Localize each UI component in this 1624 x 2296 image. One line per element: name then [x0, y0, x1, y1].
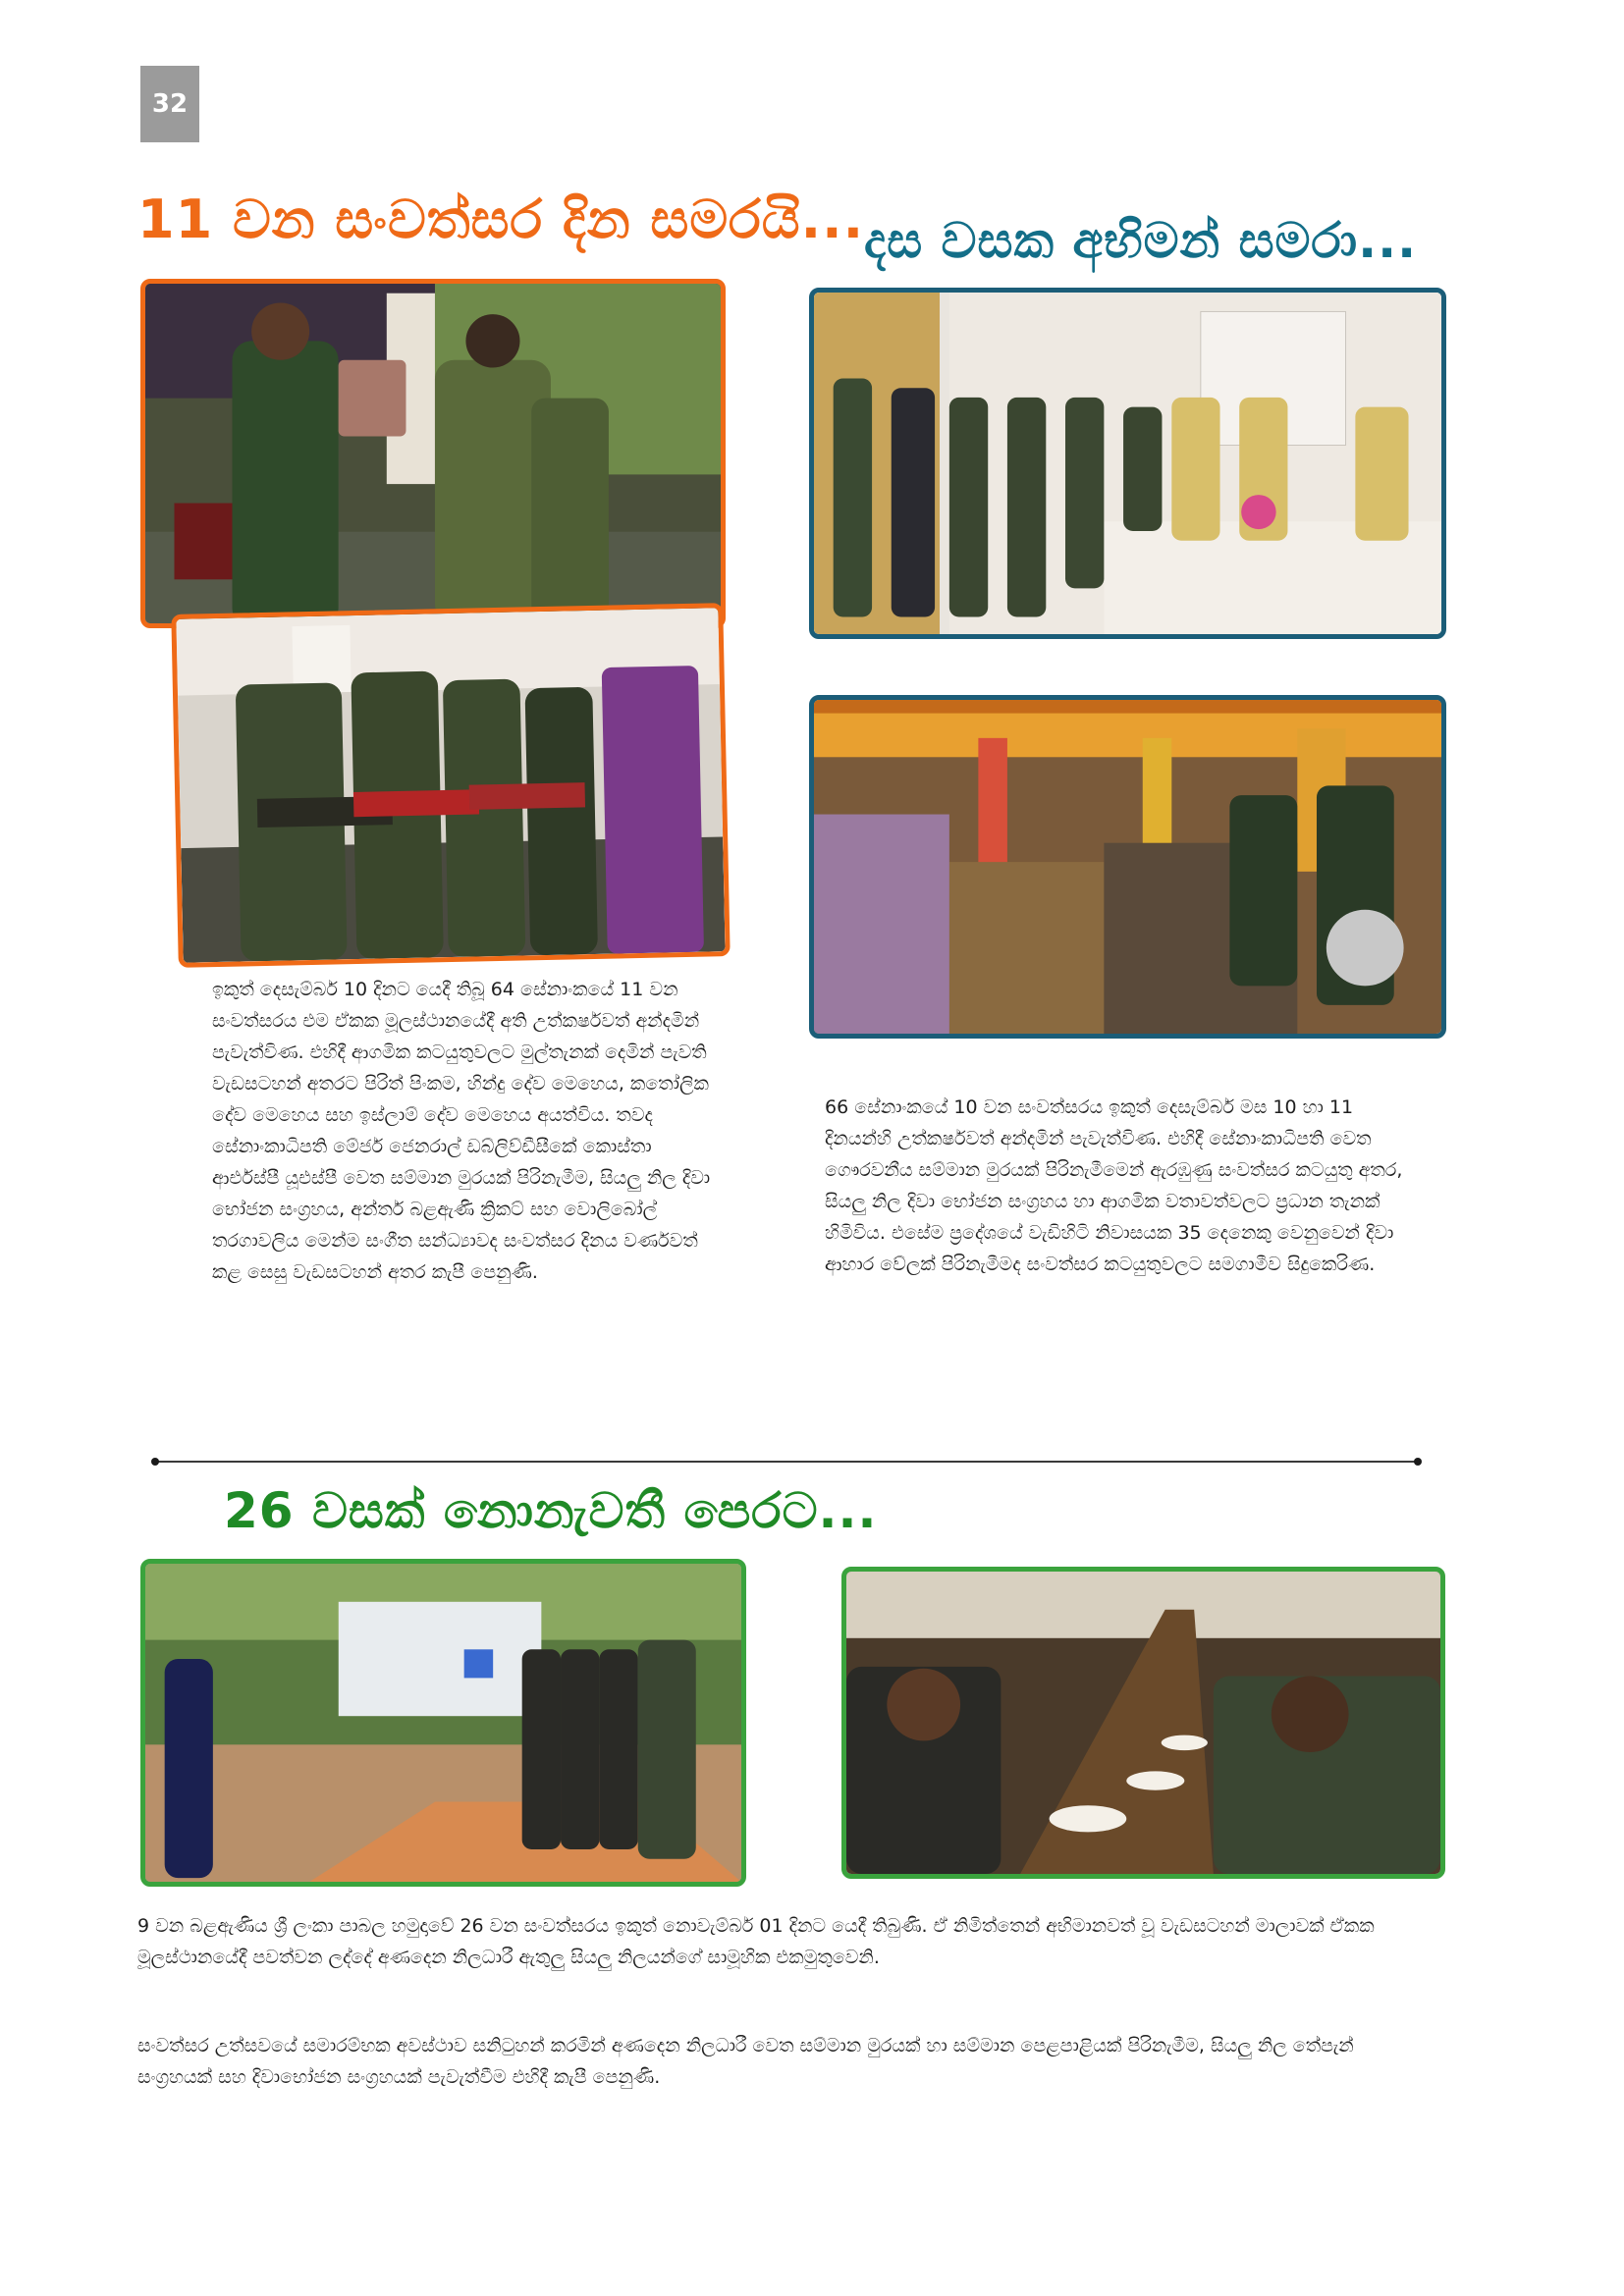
photo-plaque-presentation — [140, 279, 726, 628]
photo-flag-presentation — [171, 603, 730, 968]
article-66-division: 66 සේනාංකයේ 10 වන සංවත්සරය ඉකුත් දෙසැම්බර් මස 10 හා 11 දිනයන්හි උත්කර්ෂවත් අන්දමින් පැවැත්විණ. එහිදී සේනාංකාධිපති වෙත ගෞරවනීය සම්මාන මුරයක් පිරිනැමීමෙන් ඇරඹුණු සංවත්සර කටයුතු අතර, සියලු නිල දිවා භෝජන සංග්‍රහය හා ආගමික වතාවත්වලට ප්‍රධාන තැනක් හිමිවිය. එසේම ප්‍රදේශයේ වැඩිහිටි නිවාසයක 35 දෙනෙකු වෙනුවෙන් දිවා ආහාර වේලක් පිරිනැමීමද සංවත්සර කටයුතුවලට සමගාමීව සිදුකෙරිණ. — [825, 1096, 1403, 1275]
article-9th-sli-paragraph-1: 9 වන බළඇණිය ශ්‍රී ලංකා පාබල හමුදාවේ 26 වන සංවත්සරය ඉකුත් නොවැම්බර් 01 දිනට යෙදී තිබුණි. ඒ නිමිත්තෙන් අභිමානවත් වූ වැඩසටහන් මාලාවක් ඒකක මූලස්ථානයේදී පවත්වන ලද්දේ අණදෙන නිලධාරී ඇතුලු සියලු නිලයන්ගේ සාමූහික එකමුතුවෙනි. — [137, 1915, 1375, 1968]
headline-anniversary: 11 වන සංවත්සර දින සමරයි... — [137, 188, 865, 250]
page-number: 32 — [140, 66, 199, 142]
photo-guard-of-honour — [140, 1559, 746, 1887]
section-divider — [155, 1461, 1418, 1463]
photo-officers-table — [809, 288, 1446, 639]
photo-elders-lunch — [809, 695, 1446, 1039]
headline-twenty-six-years: 26 වසක් නොනැවතී පෙරට... — [224, 1482, 878, 1539]
article-64-division: ඉකුත් දෙසැම්බර් 10 දිනට යෙදී තිබූ 64 සේනාංකයේ 11 වන සංවත්සරය එම ඒකක මූලස්ථානයේදී අති උත්කර්ෂවත් අන්දමින් පැවැත්විණ. එහිදී ආගමික කටයුතුවලට මුල්තැනක් දෙමින් පැවති වැඩසටහන් අතරට පිරිත් පිංකම, හින්දු දේව මෙහෙය, කතෝලික දේව මෙහෙය සහ ඉස්ලාම් දේව මෙහෙය අයත්විය. තවද සේනාංකාධිපති මේජර් ජෙනරාල් ඩබ්ලිව්ඩීසීකේ කොස්තා ආර්එස්පී යූඑස්පී වෙත සම්මාන මුරයක් පිරිනැමීම, සියලු නිල දිවා භෝජන සංග්‍රහය, අන්තර් බළඇණි ක්‍රිකට් සහ වොලිබෝල් තරගාවලිය මෙන්ම සංගීත සන්ධ්‍යාවද සංවත්සර දිනය වර්ණවත් කළ සෙසු වැඩසටහන් අතර කැපී පෙනුණි. — [212, 979, 711, 1283]
headline-ten-years: දස වසක අභිමන් සමරා... — [864, 212, 1418, 269]
article-9th-sli-paragraph-2: සංවත්සර උත්සවයේ සමාරම්භක අවස්ථාව සනිටුහන් කරමින් අණදෙන නිලධාරී වෙත සම්මාන මුරයක් හා සම්මාන පෙළපාළියක් පිරිනැමීම, සියලු නිල තේපැන් සංග්‍රහයක් සහ දිවාභෝජන සංග්‍රහයක් පැවැත්වීම එහිදී කැපී පෙනුණි. — [137, 2035, 1354, 2088]
photo-soldiers-dining — [841, 1567, 1445, 1879]
